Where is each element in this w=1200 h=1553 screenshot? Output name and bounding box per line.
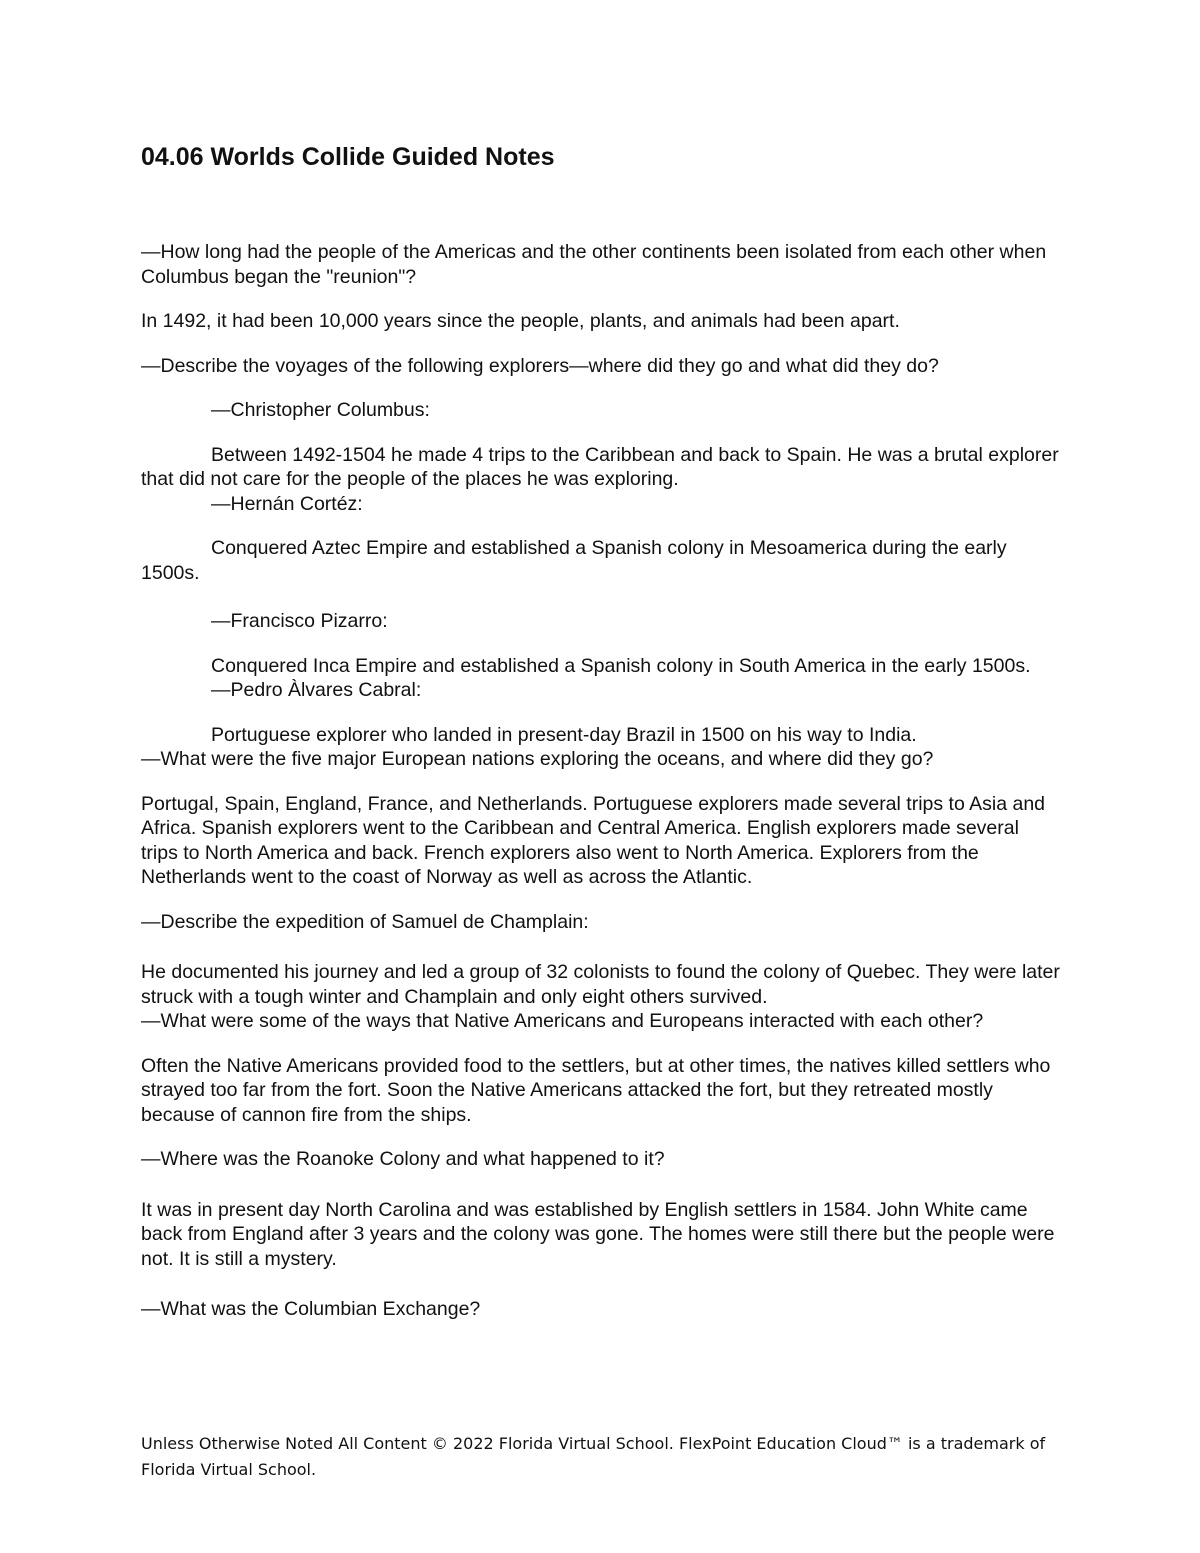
copyright-footer: Unless Otherwise Noted All Content © 2022 Florida Virtual School. FlexPoint Education Cloud™ is a trademark of Florida Virtual School. <box>141 1434 1046 1479</box>
explorer-text-pizarro: Conquered Inca Empire and established a Spanish colony in South America in the early 1500s. <box>211 654 1031 677</box>
explorer-label-pizarro: —Francisco Pizarro: <box>211 610 388 632</box>
question-champlain: —Describe the expedition of Samuel de Champlain: <box>141 910 589 933</box>
question-european-nations: —What were the five major European nations exploring the oceans, and where did they go? <box>141 748 934 770</box>
answer-isolation: In 1492, it had been 10,000 years since the people, plants, and animals had been apart. <box>141 310 900 332</box>
question-isolation: —How long had the people of the Americas and the other continents been isolated from each other when Columbus began the "reunion"? <box>141 241 1047 288</box>
document-title: 04.06 Worlds Collide Guided Notes <box>141 143 555 171</box>
explorer-label-columbus: —Christopher Columbus: <box>211 399 430 421</box>
question-interactions: —What were some of the ways that Native Americans and Europeans interacted with each other? <box>141 1010 984 1032</box>
explorer-label-cortez: —Hernán Cortéz: <box>211 492 363 515</box>
question-columbian-exchange: —What was the Columbian Exchange? <box>141 1298 481 1320</box>
document-content <box>141 140 1061 1322</box>
explorer-label-cabral: —Pedro Àlvares Cabral: <box>211 679 422 701</box>
explorer-text-cabral: Portuguese explorer who landed in present-day Brazil in 1500 on his way to India. <box>211 723 917 746</box>
answer-champlain: He documented his journey and led a group of 32 colonists to found the colony of Quebec. They were later struck with a tough winter and Champlain and only eight others survived. <box>141 961 1060 1008</box>
question-roanoke: —Where was the Roanoke Colony and what happened to it? <box>141 1148 665 1170</box>
answer-roanoke: It was in present day North Carolina and was established by English settlers in 1584. John White came back from England after 3 years and the colony was gone. The homes were still there but the people were not. It is still a mystery. <box>141 1198 1055 1270</box>
answer-interactions: Often the Native Americans provided food to the settlers, but at other times, the natives killed settlers who strayed too far from the fort. Soon the Native Americans attacked the fort, but they retreated mostly because of cannon fire from the ships. <box>141 1054 1051 1126</box>
explorer-text-columbus: Between 1492-1504 he made 4 trips to the Caribbean and back to Spain. He was a brutal explorer that did not care for the people of the places he was exploring. <box>141 443 1059 490</box>
explorer-text-cortez: Conquered Aztec Empire and established a Spanish colony in Mesoamerica during the early 1500s. <box>141 537 1007 584</box>
answer-european-nations: Portugal, Spain, England, France, and Netherlands. Portuguese explorers made several trips to Asia and Africa. Spanish explorers went to the Caribbean and Central America. English explorers made several trips to North America and back. French explorers also went to North America. Explorers from the Netherlands went to the coast of Norway as well as across the Atlantic. <box>141 792 1046 888</box>
question-explorers: —Describe the voyages of the following explorers—where did they go and what did they do? <box>141 354 939 377</box>
